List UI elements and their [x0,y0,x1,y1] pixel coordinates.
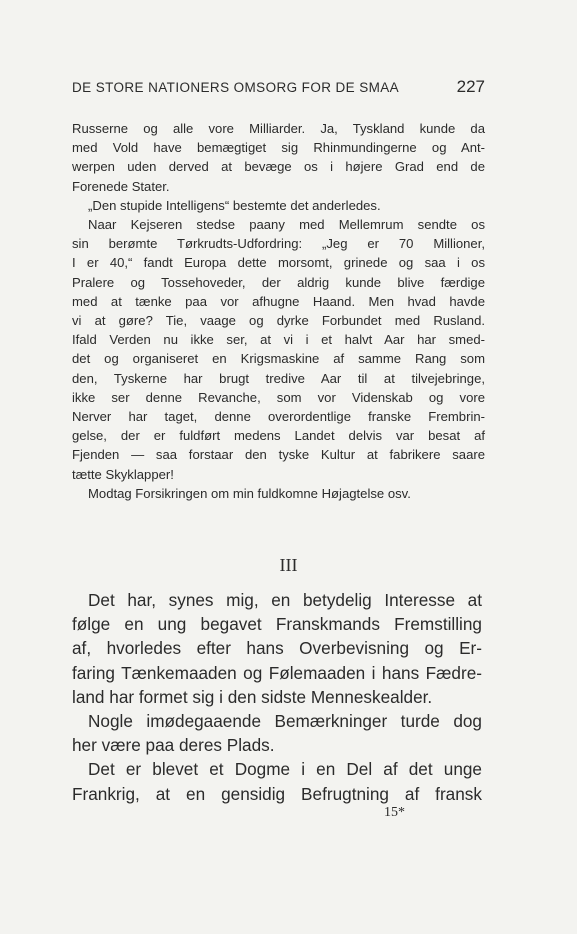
running-title: DE STORE NATIONERS OMSORG FOR DE SMAA [72,80,400,95]
text-line: Forenede Stater. [72,178,170,194]
text-line: det og organiseret en Krigsmaskine af samme Rang som [72,351,485,367]
text-line: her være paa deres Plads. [72,735,275,756]
text-line: Nogle imødegaaende Bemærkninger turde dog [88,711,482,732]
running-header [72,77,485,97]
page-number: 227 [456,77,485,96]
section-text [72,588,482,806]
text-line: werpen uden derved at bevæge os i højere Grad end de [72,159,485,175]
text-line: „Den stupide Intelligens“ bestemte det anderledes. [88,197,381,213]
text-line: den, Tyskerne har brugt tredive Aar til at tilvejebringe, [72,370,485,386]
text-line: Frankrig, at en gensidig Befrugtning af fransk [72,783,482,804]
text-line: gelse, der er fuldført medens Landet delvis var besat af [72,428,485,444]
text-line: ikke ser denne Revanche, som vor Videnskab og vore [72,389,485,405]
text-line: af, hvorledes efter hans Overbevisning og Er- [72,638,482,659]
text-line: Modtag Forsikringen om min fuldkomne Højagtelse osv. [88,485,411,501]
text-line: tætte Skyklapper! [72,466,174,482]
text-line: land har formet sig i den sidste Menneskealder. [72,686,433,707]
text-line: Det har, synes mig, en betydelig Interesse at [88,590,482,610]
text-line: Det er blevet et Dogme i en Del af det unge [88,759,482,780]
section-heading: III [279,555,298,575]
signature-mark: 15* [384,805,405,820]
text-line: Pralere og Tossehoveder, der aldrig kunde blive færdige [72,274,485,290]
text-line: følge en ung begavet Franskmands Fremstilling [72,614,482,635]
text-line: faring Tænkemaaden og Følemaaden i hans Fædre- [72,662,482,683]
text-line: Naar Kejseren stedse paany med Mellemrum sendte os [88,217,485,233]
text-line: vi at gøre? Tie, vaage og dyrke Forbundet med Rusland. [72,313,485,329]
text-line: I er 40,“ fandt Europa dette morsomt, grinede og saa i os [72,255,485,271]
text-line: med Vold have bemægtiget sig Rhinmundingerne og Ant- [72,140,485,156]
letter-text [72,119,485,503]
text-line: Russerne og alle vore Milliarder. Ja, Tyskland kunde da [72,121,485,136]
text-line: med at tænke paa vor afhugne Haand. Men hvad havde [72,293,485,309]
text-line: sin berømte Tørkrudts-Udfordring: „Jeg er 70 Millioner, [72,236,485,252]
text-line: Ifald Verden nu ikke ser, at vi i et halvt Aar har smed- [72,332,485,348]
text-line: Fjenden — saa forstaar den tyske Kultur at fabrikere saare [72,447,485,463]
text-line: Nerver har taget, denne overordentlige franske Frembrin- [72,409,485,425]
